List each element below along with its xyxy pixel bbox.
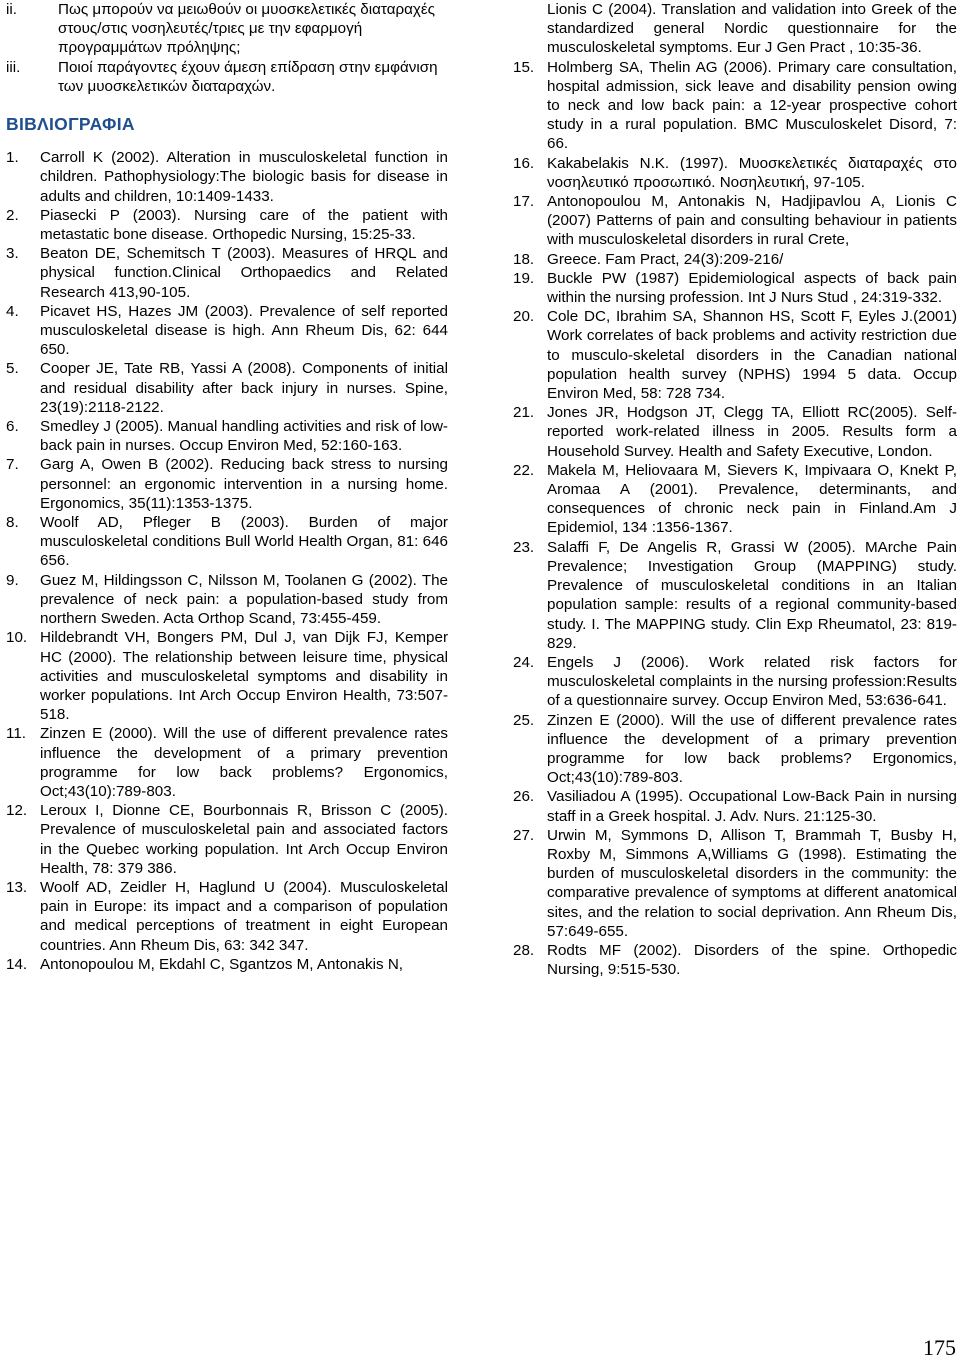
reference-number: 13.: [6, 878, 28, 896]
question-list: [6, 0, 448, 96]
reference-number: 24.: [513, 653, 535, 671]
reference-text: Urwin M, Symmons D, Allison T, Brammah T, Busby H, Roxby M, Simmons A,Williams G (1998). Estimating the burden of musculoskeletal disorders in the community: the comparative prevalence of symptoms at different anatomical sites, and the relation to social deprivation. Ann Rheum Dis, 57:649-655.: [547, 826, 957, 940]
question-number: iii.: [6, 58, 21, 76]
reference-text: Beaton DE, Schemitsch T (2003). Measures of HRQL and physical function.Clinical Orthopaedics and Related Research 413,90-105.: [40, 245, 448, 301]
reference-item: [6, 955, 448, 974]
reference-number: 21.: [513, 404, 535, 422]
reference-item: [6, 244, 448, 302]
reference-item: [513, 250, 957, 269]
reference-item: [513, 711, 957, 788]
reference-number: 1.: [6, 149, 19, 167]
reference-item: [6, 359, 448, 417]
reference-text: Woolf AD, Pfleger B (2003). Burden of major musculoskeletal conditions Bull World Health Organ, 81: 646 656.: [40, 514, 448, 570]
reference-text: Kakabelakis N.K. (1997). Μυοσκελετικές διαταραχές στο νοσηλευτικό προσωπικό. Νοσηλευτική, 97-105.: [547, 154, 957, 191]
reference-text: Carroll K (2002). Alteration in musculoskeletal function in children. Pathophysiology:The biologic basis for disease in adults and children, 10:1409-1433.: [40, 149, 448, 205]
reference-number: 18.: [513, 250, 535, 268]
reference-text: Engels J (2006). Work related risk factors for musculoskeletal complaints in the nursing profession:Results of a questionnaire survey. Occup Environ Med, 53:636-641.: [547, 653, 957, 710]
reference-number: 27.: [513, 826, 535, 844]
right-column: [513, 0, 957, 979]
reference-item: [6, 724, 448, 801]
reference-number: 22.: [513, 461, 535, 479]
reference-text: Salaffi F, De Angelis R, Grassi W (2005). MArche Pain Prevalence; Investigation Group (MAPPING) study. Prevalence of musculoskeletal conditions in an Italian population sample: results of a regional community-based study. I. The MAPPING study. Clin Exp Rheumatol, 23: 819-829.: [547, 538, 957, 652]
reference-item: [6, 878, 448, 955]
reference-number: 19.: [513, 269, 535, 287]
reference-number: 15.: [513, 58, 535, 76]
question-item: [6, 0, 448, 58]
bibliography-heading: ΒΙΒΛΙΟΓΡΑΦΙΑ: [6, 114, 135, 135]
reference-item: [513, 826, 957, 941]
reference-number: 9.: [6, 571, 19, 589]
reference-number: 10.: [6, 629, 28, 647]
reference-item: [513, 58, 957, 154]
reference-item: [6, 513, 448, 571]
page-number: 175: [923, 1335, 956, 1360]
reference-number: 28.: [513, 941, 535, 959]
question-text: Πως μπορούν να μειωθούν οι μυοσκελετικές διαταραχές στους/στις νοσηλευτές/τριες με την εφαρμογή προγραμμάτων πρόληψης;: [58, 1, 435, 57]
reference-number: 7.: [6, 456, 19, 474]
reference-number: 6.: [6, 418, 19, 436]
reference-text: Guez M, Hildingsson C, Nilsson M, Toolanen G (2002). The prevalence of neck pain: a population-based study from northern Sweden. Acta Orthop Scand, 73:455-459.: [40, 571, 448, 628]
reference-number: 17.: [513, 193, 535, 211]
reference-text: Zinzen E (2000). Will the use of different prevalence rates influence the development of a primary prevention programme for low back problems? Ergonomics, Oct;43(10):789-803.: [547, 711, 957, 787]
reference-continuation: Lionis C (2004). Translation and validation into Greek of the standardized general Nordic questionnaire for the musculoskeletal symptoms. Eur J Gen Pract , 10:35-36.: [547, 1, 957, 57]
reference-text: Hildebrandt VH, Bongers PM, Dul J, van Dijk FJ, Kemper HC (2000). The relationship between leisure time, physical activities and musculoskeletal symptoms and disability in worker populations. Int Arch Occup Environ Health, 73:507-518.: [40, 629, 448, 724]
reference-text: Garg A, Owen B (2002). Reducing back stress to nursing personnel: an ergonomic intervention in a nursing home. Ergonomics, 35(11):1353-1375.: [40, 456, 448, 512]
reference-number: 4.: [6, 302, 19, 320]
reference-text: Holmberg SA, Thelin AG (2006). Primary care consultation, hospital admission, sick leave and disability pension owing to neck and low back pain: a 12-year prospective cohort study in a rural population. BMC Musculoskelet Disord, 7: 66.: [547, 58, 957, 153]
reference-text: Leroux I, Dionne CE, Bourbonnais R, Brisson C (2005). Prevalence of musculoskeletal pain and associated factors in the Quebec working population. Int Arch Occup Environ Health, 78: 379 386.: [40, 802, 448, 877]
reference-number: 8.: [6, 514, 19, 532]
reference-number: 20.: [513, 308, 535, 326]
reference-item: [6, 571, 448, 629]
reference-number: 12.: [6, 802, 28, 820]
reference-item: [513, 269, 957, 307]
reference-number: 2.: [6, 206, 19, 224]
reference-text: Cole DC, Ibrahim SA, Shannon HS, Scott F, Eyles J.(2001) Work correlates of back problems and activity restriction due to musculo-skeletal disorders in the Canadian national population health survey (NPHS) 1994 5 data. Occup Environ Med, 58: 728 734.: [547, 308, 957, 403]
reference-text: Vasiliadou A (1995). Occupational Low-Back Pain in nursing staff in a Greek hospital. J. Adv. Nurs. 21:125-30.: [547, 788, 957, 825]
question-number: ii.: [6, 1, 17, 18]
reference-item: [6, 628, 448, 724]
reference-item: [513, 154, 957, 192]
reference-text: Cooper JE, Tate RB, Yassi A (2008). Components of initial and residual disability after back injury in nurses. Spine, 23(19):2118-2122.: [40, 360, 448, 416]
reference-item: [6, 206, 448, 244]
reference-item: [6, 148, 448, 206]
reference-text: Zinzen E (2000). Will the use of different prevalence rates influence the development of a primary prevention programme for low back problems? Ergonomics, Oct;43(10):789-803.: [40, 725, 448, 800]
reference-item: [513, 403, 957, 461]
reference-text: Rodts MF (2002). Disorders of the spine. Orthopedic Nursing, 9:515-530.: [547, 941, 957, 979]
reference-item: [513, 787, 957, 825]
reference-text: Makela M, Heliovaara M, Sievers K, Impivaara O, Knekt P, Aromaa A (2001). Prevalence, determinants, and consequences of chronic neck pain in Finland.Am J Epidemiol, 134 :1356-1367.: [547, 461, 957, 537]
left-column: [6, 0, 448, 974]
reference-text: Antonopoulou M, Ekdahl C, Sgantzos M, Antonakis N,: [40, 955, 404, 973]
reference-text: Antonopoulou M, Antonakis N, Hadjipavlou A, Lionis C (2007) Patterns of pain and consulting behaviour in patients with musculoskeletal disorders in rural Crete,: [547, 193, 957, 249]
reference-item: [6, 417, 448, 455]
reference-item: [513, 653, 957, 711]
reference-item: [6, 302, 448, 360]
reference-list-right: [513, 58, 957, 980]
reference-item: [513, 192, 957, 250]
reference-item: [6, 455, 448, 513]
reference-number: 23.: [513, 538, 535, 556]
reference-number: 11.: [6, 725, 26, 743]
reference-item: [6, 801, 448, 878]
reference-item: [513, 461, 957, 538]
reference-number: 5.: [6, 360, 19, 378]
reference-text: Jones JR, Hodgson JT, Clegg TA, Elliott RC(2005). Self-reported work-related illness in 2005. Results form a Household Survey. Health and Safety Executive, London.: [547, 404, 957, 460]
reference-number: 25.: [513, 711, 535, 729]
reference-text: Woolf AD, Zeidler H, Haglund U (2004). Musculoskeletal pain in Europe: its impact and a comparison of population and medical perceptions of treatment in eight European countries. Ann Rheum Dis, 63: 342 347.: [40, 878, 448, 954]
reference-number: 26.: [513, 788, 535, 806]
reference-item: [513, 941, 957, 979]
reference-text: Buckle PW (1987) Epidemiological aspects of back pain within the nursing profession. Int J Nurs Stud , 24:319-332.: [547, 269, 957, 307]
reference-text: Greece. Fam Pract, 24(3):209-216/: [547, 250, 784, 268]
reference-text: Piasecki P (2003). Nursing care of the patient with metastatic bone disease. Orthopedic Nursing, 15:25-33.: [40, 206, 448, 244]
reference-number: 16.: [513, 154, 535, 172]
reference-number: 3.: [6, 245, 19, 263]
question-text: Ποιοί παράγοντες έχουν άμεση επίδραση στην εμφάνιση των μυοσκελετικών διαταραχών.: [58, 58, 438, 95]
reference-list-left: [6, 148, 448, 974]
reference-number: 14.: [6, 955, 28, 973]
reference-item: [513, 538, 957, 653]
reference-text: Picavet HS, Hazes JM (2003). Prevalence of self reported musculoskeletal disease is high. Ann Rheum Dis, 62: 644 650.: [40, 302, 448, 359]
reference-item: [513, 307, 957, 403]
question-item: [6, 58, 448, 96]
reference-text: Smedley J (2005). Manual handling activities and risk of low-back pain in nurses. Occup Environ Med, 52:160-163.: [40, 418, 448, 455]
